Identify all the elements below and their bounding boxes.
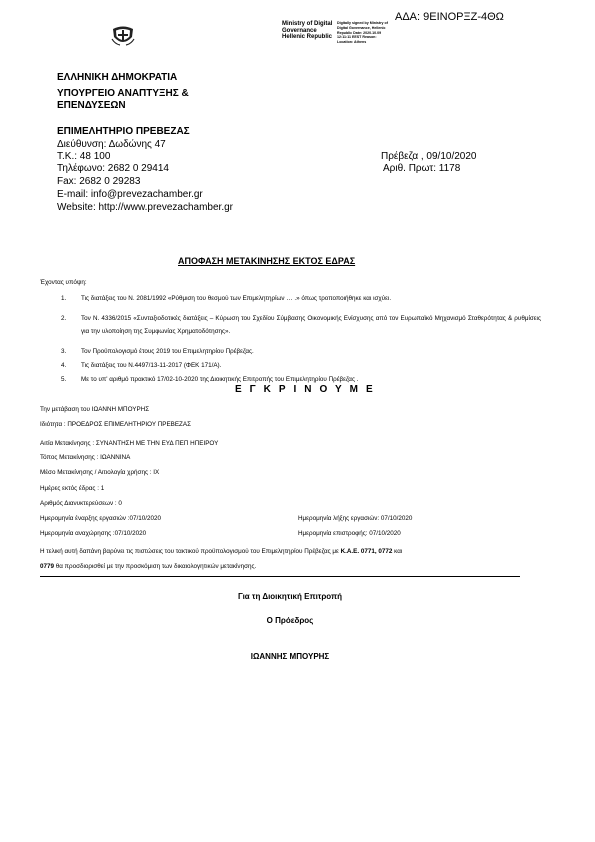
decision-title: ΑΠΟΦΑΣΗ ΜΕΤΑΚΙΝΗΣΗΣ ΕΚΤΟΣ ΕΔΡΑΣ — [178, 256, 356, 266]
travel-means: Μέσο Μετακίνησης / Αιτιολογία χρήσης : IX — [40, 469, 160, 476]
intro-text: Έχοντας υπόψη: — [40, 279, 87, 286]
digital-signature-info: Digitally signed by Ministry of Digital Governance, Hellenic Republic Date: 2020.10.09 12:11:11 EEST Reason: Location: Athens — [337, 21, 388, 45]
website: Website: http://www.prevezachamber.gr — [57, 202, 234, 213]
protocol-number: Αριθ. Πρωτ: 1178 — [383, 163, 461, 174]
president-name: ΙΩΑΝΝΗΣ ΜΠΟΥΡΗΣ — [250, 652, 330, 661]
departure-date: Ημερομηνία αναχώρησης :07/10/2020 — [40, 530, 147, 537]
place-date: Πρέβεζα , 09/10/2020 — [381, 151, 477, 162]
separator-line — [40, 576, 520, 577]
approval-heading: Ε Γ Κ Ρ Ι Ν Ο Υ Μ Ε — [235, 384, 376, 395]
work-end-date: Ημερομηνία λήξης εργασιών: 07/10/2020 — [298, 515, 413, 522]
travel-place: Τόπος Μετακίνησης : ΙΩΑΝΝΙΝΑ — [40, 454, 131, 461]
return-date: Ημερομηνία επιστροφής: 07/10/2020 — [298, 530, 401, 537]
overnight-stays: Αριθμός Διανυκτερεύσεων : 0 — [40, 500, 122, 507]
hellenic-republic-emblem-icon — [111, 25, 135, 47]
list-item: 2. Τον Ν. 4336/2015 «Συνταξιοδοτικές διατάξεις – Κύρωση του Σχεδίου Σύμβασης Οικονομικής Ενίσχυσης από τον Ευρωπαϊκό Μηχανισμό Σταθερότητας & ρυθμίσεις για την υλοποίηση της Συμφωνίας Χρηματοδότησης». — [61, 315, 541, 335]
ada-code: ΑΔΑ: 9ΕΙΝΟΡΞΖ-4ΘΩ — [395, 11, 504, 23]
work-start-date: Ημερομηνία έναρξης εργασιών :07/10/2020 — [40, 515, 161, 522]
ministry-line: Ministry of Digital — [282, 21, 333, 27]
email: E-mail: info@prevezachamber.gr — [57, 189, 203, 200]
ministry-line: Governance — [282, 27, 317, 34]
postal-code: Τ.Κ.: 48 100 — [57, 151, 111, 162]
phone: Τηλέφωνο: 2682 0 29414 — [57, 163, 169, 174]
list-item: 3. Τον Προϋπολογισμό έτους 2019 του Επιμελητηρίου Πρέβεζας. — [61, 348, 254, 355]
committee-label: Για τη Διοικητική Επιτροπή — [238, 592, 342, 601]
ministry-line: Hellenic Republic — [282, 34, 333, 41]
capacity: Ιδιότητα : ΠΡΟΕΔΡΟΣ ΕΠΙΜΕΛΗΤΗΡΙΟΥ ΠΡΕΒΕΖΑΣ — [40, 421, 191, 428]
list-item: 5. Με το υπ' αριθμό πρακτικό 17/02-10-2020 της Διοικητικής Επιτροπής του Επιμελητηρίου Πρέβεζας . — [61, 376, 359, 383]
ministry-signature-block — [282, 21, 332, 41]
ministry-name-line1: ΥΠΟΥΡΓΕΙΟ ΑΝΑΠΤΥΞΗΣ & — [57, 88, 189, 99]
travel-of: Την μετάβαση του ΙΩΑΝΝΗ ΜΠΟΥΡΗΣ — [40, 406, 150, 413]
list-item: 1. Τις διατάξεις του Ν. 2081/1992 «Ρύθμιση του θεσμού των Επιμελητηρίων … .» όπως τροποποιήθηκε και ισχύει. — [61, 295, 392, 302]
travel-reason: Αιτία Μετακίνησης : ΣΥΝΑΝΤΗΣΗ ΜΕ ΤΗΝ ΕΥΔ ΠΕΠ ΗΠΕΙΡΟΥ — [40, 440, 219, 447]
president-label: Ο Πρόεδρος — [266, 616, 314, 625]
days-away: Ημέρες εκτός έδρας : 1 — [40, 485, 105, 492]
chamber-name: ΕΠΙΜΕΛΗΤΗΡΙΟ ΠΡΕΒΕΖΑΣ — [57, 126, 190, 137]
budget-note: Η τελική αυτή δαπάνη βαρύνει τις πιστώσεις του τακτικού προϋπολογισμού του Επιμελητηρίου Πρέβεζας με Κ.Α.Ε. 0771, 0772 και 0779 θα προσδιορισθεί με την προσκόμιση των δικαιολογητικών μετακίνησης. — [40, 548, 403, 570]
state-name: ΕΛΛΗΝΙΚΗ ΔΗΜΟΚΡΑΤΙΑ — [57, 72, 178, 83]
address: Διεύθυνση: Δωδώνης 47 — [57, 139, 166, 150]
ministry-name-line2: ΕΠΕΝΔΥΣΕΩΝ — [57, 100, 126, 111]
list-item: 4. Τις διατάξεις του Ν.4497/13-11-2017 (ΦΕΚ 171/Α). — [61, 362, 222, 369]
fax: Fax: 2682 0 29283 — [57, 176, 141, 187]
considerations-list — [61, 292, 541, 393]
